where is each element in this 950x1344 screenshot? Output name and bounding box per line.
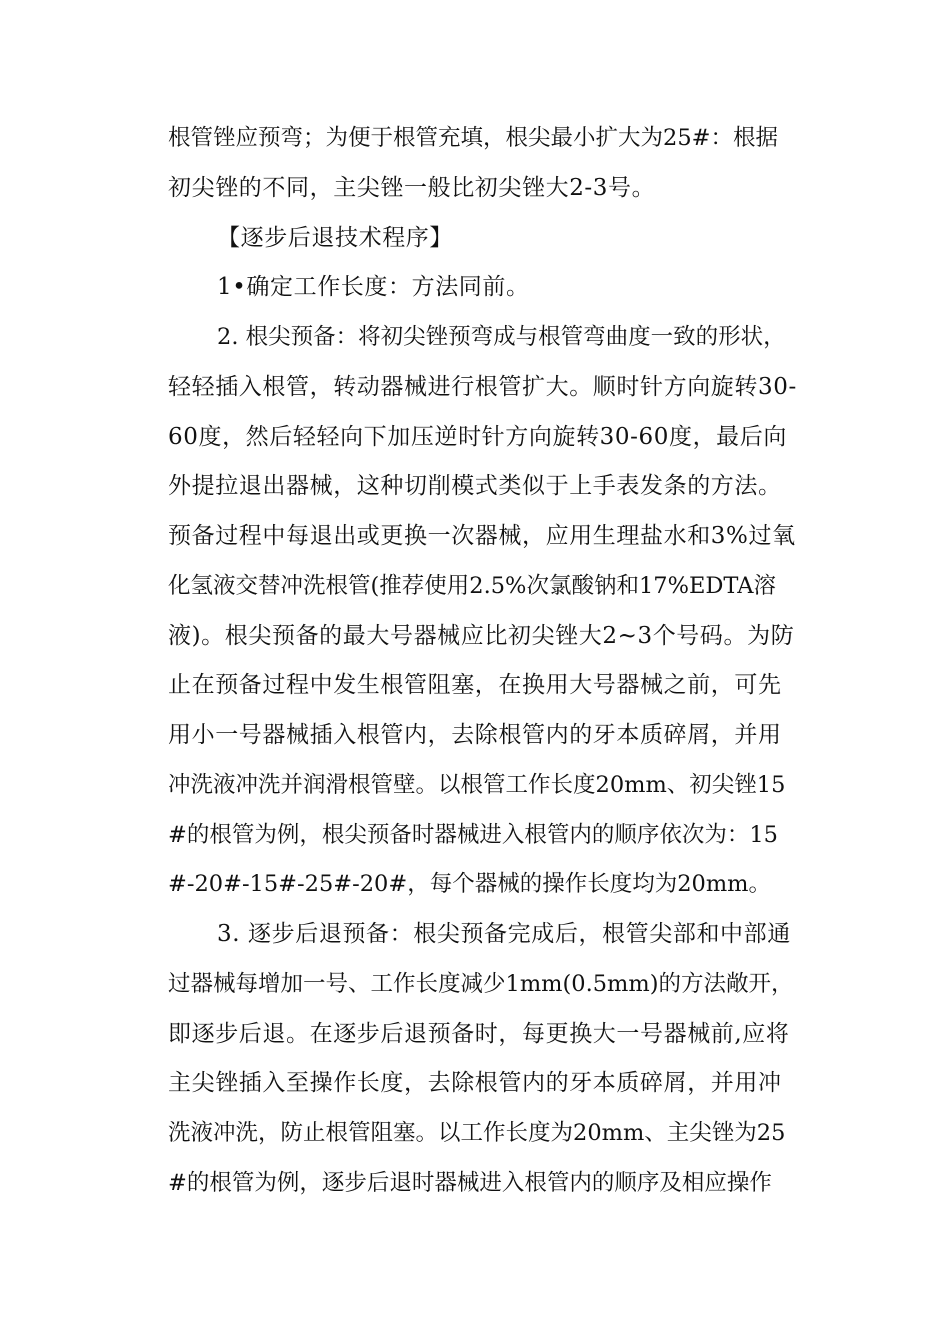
text-line: 主尖锉插入至操作长度，去除根管内的牙本质碎屑，并用冲 <box>168 1070 782 1096</box>
text-line: 洗液冲洗，防止根管阻塞。以工作长度为20mm、主尖锉为25 <box>168 1120 786 1146</box>
text-line: 1•确定工作长度：方法同前。 <box>217 274 530 300</box>
text-line: 化氢液交替冲洗根管(推荐使用2.5%次氯酸钠和17%EDTA溶 <box>168 573 776 599</box>
text-line: #-20#-15#-25#-20#，每个器械的操作长度均为20mm。 <box>168 871 771 897</box>
text-line: 即逐步后退。在逐步后退预备时，每更换大一号器械前,应将 <box>168 1021 790 1047</box>
text-line: 60度，然后轻轻向下加压逆时针方向旋转30-60度，最后向 <box>168 424 787 450</box>
text-line: #的根管为例，逐步后退时器械进入根管内的顺序及相应操作 <box>168 1170 772 1196</box>
section-heading: 【逐步后退技术程序】 <box>217 225 453 251</box>
text-line: 过器械每增加一号、工作长度减少1mm(0.5mm)的方法敞开， <box>168 971 794 997</box>
text-line: 2. 根尖预备：将初尖锉预弯成与根管弯曲度一致的形状， <box>217 324 786 350</box>
text-line: #的根管为例，根尖预备时器械进入根管内的顺序依次为：15 <box>168 822 778 848</box>
text-line: 根管锉应预弯；为便于根管充填，根尖最小扩大为25#：根据 <box>168 125 778 151</box>
text-line: 预备过程中每退出或更换一次器械，应用生理盐水和3%过氧 <box>168 523 796 549</box>
text-line: 冲洗液冲洗并润滑根管壁。以根管工作长度20mm、初尖锉15 <box>168 772 786 798</box>
text-line: 3. 逐步后退预备：根尖预备完成后，根管尖部和中部通 <box>217 921 791 947</box>
text-line: 轻轻插入根管，转动器械进行根管扩大。顺时针方向旋转30- <box>168 374 797 400</box>
text-line: 止在预备过程中发生根管阻塞，在换用大号器械之前，可先 <box>168 672 782 698</box>
text-line: 外提拉退出器械，这种切削模式类似于上手表发条的方法。 <box>168 473 782 499</box>
text-line: 用小一号器械插入根管内，去除根管内的牙本质碎屑，并用 <box>168 722 782 748</box>
text-line: 液)。根尖预备的最大号器械应比初尖锉大2~3个号码。为防 <box>168 623 795 649</box>
text-line: 初尖锉的不同，主尖锉一般比初尖锉大2-3号。 <box>168 175 656 201</box>
